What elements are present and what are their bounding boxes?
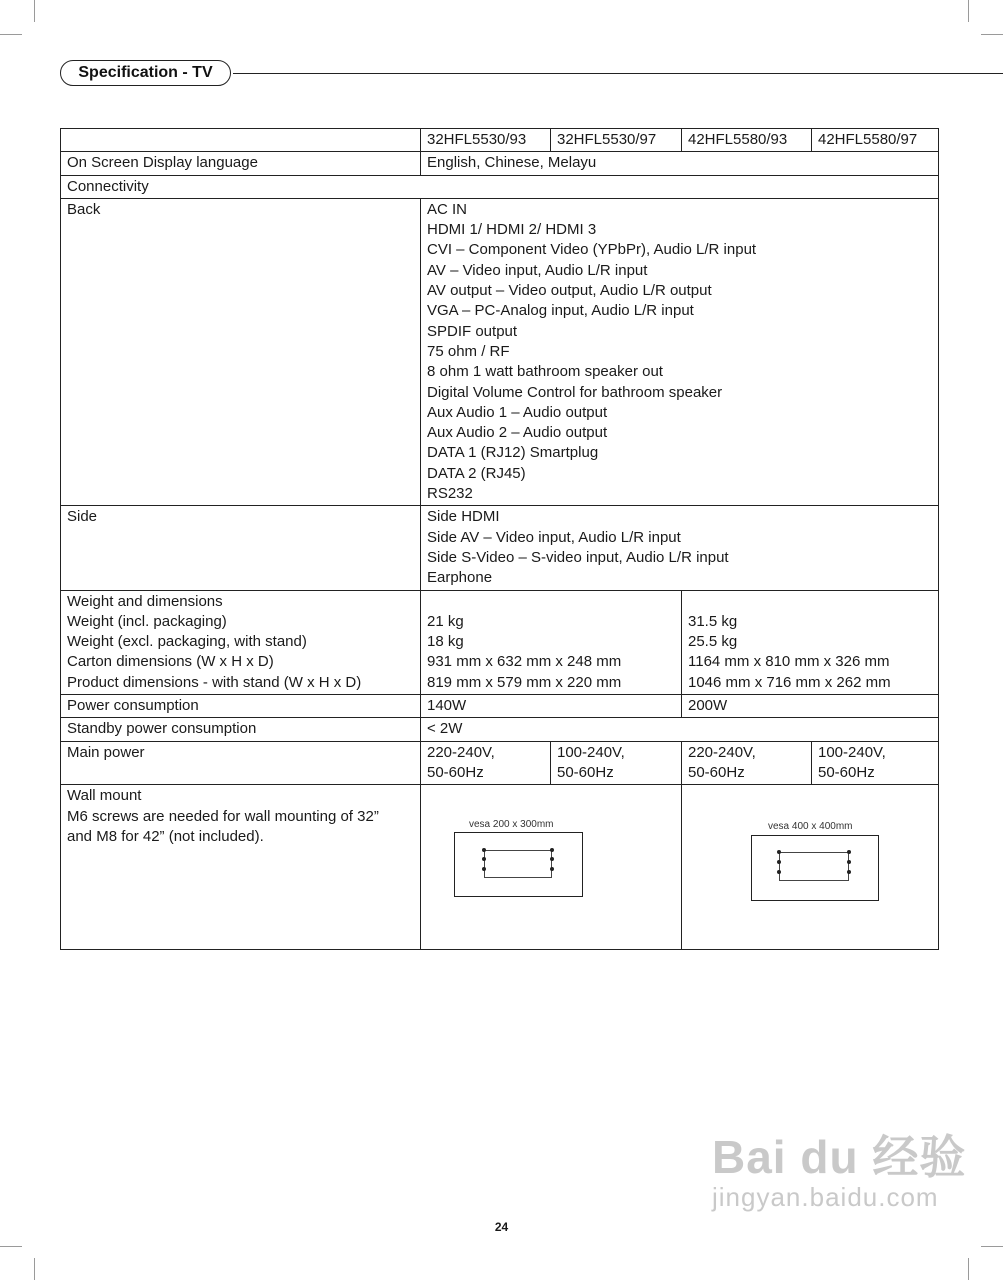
table-row-osd <box>61 152 939 175</box>
table-row-models <box>61 129 939 152</box>
watermark-url: jingyan.baidu.com <box>712 1182 939 1212</box>
wall-mount-label <box>61 785 421 950</box>
value-line: 1164 mm x 810 mm x 326 mm <box>688 653 890 671</box>
main-power-value <box>421 741 551 785</box>
list-item: VGA – PC-Analog input, Audio L/R input <box>427 302 694 320</box>
main-power-value <box>812 741 939 785</box>
crop-mark <box>968 0 969 22</box>
value-line: 220-240V, <box>688 743 756 761</box>
table-row-standby <box>61 718 939 741</box>
mount-pattern-outline <box>779 852 849 881</box>
title-rule <box>233 73 1003 74</box>
row-label: Power consumption <box>61 695 421 718</box>
list-item: SPDIF output <box>427 322 518 340</box>
note-line: and M8 for 42” (not included). <box>67 827 264 845</box>
vesa-label: vesa 400 x 400mm <box>768 821 853 833</box>
table-row-weight <box>61 590 939 694</box>
mount-hole <box>847 870 851 874</box>
list-item: RS232 <box>427 485 473 503</box>
mount-hole <box>847 860 851 864</box>
weight-labels <box>61 590 421 694</box>
table-row-wall-mount <box>61 785 939 950</box>
list-item: AC IN <box>427 200 468 218</box>
model-header: 32HFL5530/97 <box>551 129 682 152</box>
crop-mark <box>968 1258 969 1280</box>
vesa-diagram-32 <box>421 785 682 950</box>
value-line: 21 kg <box>427 612 464 630</box>
table-row-back <box>61 198 939 505</box>
crop-mark <box>0 34 22 35</box>
list-item: AV – Video input, Audio L/R input <box>427 261 648 279</box>
row-label: Weight and dimensions <box>67 592 223 610</box>
value-line: 931 mm x 632 mm x 248 mm <box>427 653 622 671</box>
list-item: HDMI 1/ HDMI 2/ HDMI 3 <box>427 221 597 239</box>
spec-table <box>60 128 939 950</box>
row-label: Back <box>61 198 421 505</box>
mount-pattern-outline <box>484 850 552 878</box>
list-item: Earphone <box>427 569 493 587</box>
table-row-main-power <box>61 741 939 785</box>
value-line: 50-60Hz <box>557 763 614 781</box>
weight-values-32 <box>421 590 682 694</box>
spacer-line <box>688 592 933 612</box>
value-line: 50-60Hz <box>688 763 745 781</box>
value-line: 100-240V, <box>557 743 625 761</box>
row-label: Product dimensions - with stand (W x H x D) <box>67 673 362 691</box>
list-item: Digital Volume Control for bathroom speaker <box>427 383 723 401</box>
value-line: 50-60Hz <box>427 763 484 781</box>
vesa-label: vesa 200 x 300mm <box>469 819 554 831</box>
value-line: 18 kg <box>427 633 464 651</box>
crop-mark <box>981 1246 1003 1247</box>
watermark-logo-text: Bai du 经验 <box>712 1131 967 1183</box>
side-connectors <box>421 506 939 590</box>
weight-values-42 <box>682 590 939 694</box>
header-empty-cell <box>61 129 421 152</box>
list-item: Side S-Video – S-video input, Audio L/R input <box>427 548 729 566</box>
value-line: 100-240V, <box>818 743 886 761</box>
tv-back-outline <box>751 835 879 901</box>
table-row-connectivity <box>61 175 939 198</box>
crop-mark <box>34 1258 35 1280</box>
power-value-42: 200W <box>682 695 939 718</box>
list-item: AV output – Video output, Audio L/R output <box>427 282 712 300</box>
row-label: Main power <box>61 741 421 785</box>
list-item: DATA 2 (RJ45) <box>427 464 526 482</box>
back-connectors <box>421 198 939 505</box>
value-line: 50-60Hz <box>818 763 875 781</box>
list-item: DATA 1 (RJ12) Smartplug <box>427 444 599 462</box>
row-label: Weight (excl. packaging, with stand) <box>67 633 307 651</box>
value-line: 1046 mm x 716 mm x 262 mm <box>688 673 891 691</box>
model-header: 32HFL5530/93 <box>421 129 551 152</box>
row-label: Connectivity <box>61 175 939 198</box>
list-item: 75 ohm / RF <box>427 342 510 360</box>
row-label: Weight (incl. packaging) <box>67 612 227 630</box>
main-power-value <box>551 741 682 785</box>
crop-mark <box>34 0 35 22</box>
row-label: Wall mount <box>67 787 142 805</box>
list-item: Aux Audio 1 – Audio output <box>427 403 608 421</box>
list-item: Side AV – Video input, Audio L/R input <box>427 528 681 546</box>
mount-hole <box>550 857 554 861</box>
row-label: Carton dimensions (W x H x D) <box>67 653 274 671</box>
section-title: Specification - TV <box>60 60 231 86</box>
watermark <box>712 1132 966 1212</box>
standby-value: < 2W <box>421 718 939 741</box>
crop-mark <box>0 1246 22 1247</box>
tv-back-outline <box>454 832 583 897</box>
table-row-side <box>61 506 939 590</box>
power-value-32: 140W <box>421 695 682 718</box>
vesa-diagram-42 <box>682 785 939 950</box>
row-label: Standby power consumption <box>61 718 421 741</box>
list-item: Aux Audio 2 – Audio output <box>427 424 608 442</box>
main-power-value <box>682 741 812 785</box>
value-line: 220-240V, <box>427 743 495 761</box>
list-item: 8 ohm 1 watt bathroom speaker out <box>427 363 663 381</box>
osd-value: English, Chinese, Melayu <box>421 152 939 175</box>
spacer-line <box>427 592 676 612</box>
table-row-power <box>61 695 939 718</box>
mount-hole <box>550 848 554 852</box>
value-line: 31.5 kg <box>688 612 738 630</box>
list-item: Side HDMI <box>427 508 500 526</box>
mount-hole <box>550 867 554 871</box>
crop-mark <box>981 34 1003 35</box>
mount-hole <box>847 850 851 854</box>
row-label: Side <box>61 506 421 590</box>
page-number: 24 <box>494 1220 509 1234</box>
value-line: 819 mm x 579 mm x 220 mm <box>427 673 622 691</box>
value-line: 25.5 kg <box>688 633 738 651</box>
row-label: On Screen Display language <box>61 152 421 175</box>
model-header: 42HFL5580/93 <box>682 129 812 152</box>
model-header: 42HFL5580/97 <box>812 129 939 152</box>
list-item: CVI – Component Video (YPbPr), Audio L/R input <box>427 241 757 259</box>
note-line: M6 screws are needed for wall mounting of 32” <box>67 807 379 825</box>
